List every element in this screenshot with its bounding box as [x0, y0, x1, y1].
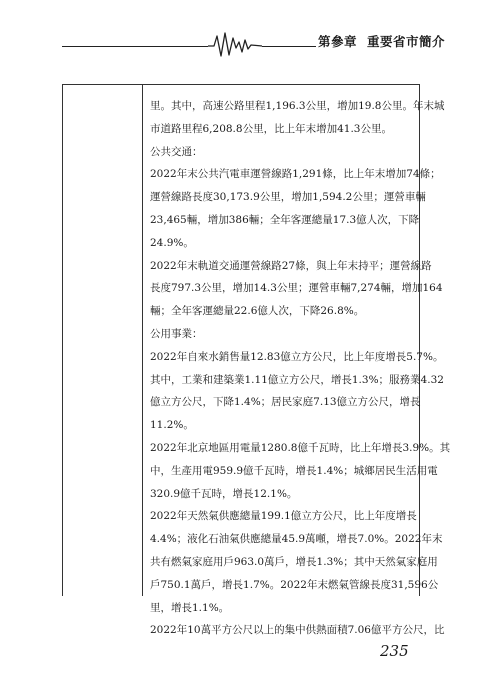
text-line: 2022年自來水銷售量12.83億立方公尺，比上年度增長5.7%。: [150, 350, 444, 363]
header-rule-left: [62, 46, 208, 47]
text-line: 2022年末軌道交通運營線路27條，與上年末持平；運營線路: [150, 259, 432, 272]
text-line: 24.9%。: [150, 236, 194, 249]
chapter-title: [318, 33, 445, 51]
page-number: 235: [380, 642, 409, 660]
text-line: 共有燃氣家庭用戶963.0萬戶，增長1.3%；其中天然氣家庭用: [150, 555, 438, 568]
text-line: 320.9億千瓦時，增長12.1%。: [150, 487, 298, 500]
text-line: 里，增長1.1%。: [150, 601, 230, 614]
text-line: 11.2%。: [150, 419, 194, 432]
text-line: 市道路里程6,208.8公里，比上年末增加41.3公里。: [150, 122, 392, 135]
text-line: 里。其中，高速公路里程1,196.3公里，增加19.8公里。年末城: [150, 100, 445, 112]
text-line: 2022年天然氣供應總量199.1億立方公尺，比上年度增長: [150, 510, 417, 523]
heartbeat-wave-icon: [208, 30, 262, 58]
text-line: 億立方公尺，下降1.4%；居民家庭7.13億立方公尺，增長: [150, 396, 421, 409]
table-column-divider: [142, 84, 143, 596]
text-line: 長度797.3公里，增加14.3公里；運營車輛7,274輛，增加164: [150, 282, 443, 295]
text-line: 戶750.1萬戶，增長1.7%。2022年末燃氣管線長度31,596公: [150, 578, 439, 591]
text-line: 2022年10萬平方公尺以上的集中供熱面積7.06億平方公尺，比: [150, 624, 445, 637]
text-line: 中，生產用電959.9億千瓦時，增長1.4%；城鄉居民生活用電: [150, 464, 438, 477]
chapter-number: 第參章: [318, 34, 358, 49]
text-line: 2022年北京地區用電量1280.8億千瓦時，比上年增長3.9%。其: [150, 441, 451, 454]
body-text: [150, 95, 451, 642]
section-heading: 公用事業：: [150, 327, 203, 340]
text-line: 4.4%；液化石油氣供應總量45.9萬噸，增長7.0%。2022年末: [150, 533, 443, 546]
running-header: [0, 28, 480, 60]
header-rule-right: [262, 46, 316, 47]
text-line: 其中，工業和建築業1.11億立方公尺，增長1.3%；服務業4.32: [150, 373, 444, 386]
text-line: 23,465輛，增加386輛；全年客運總量17.3億人次，下降: [150, 213, 420, 226]
text-line: 2022年末公共汽電車運營線路1,291條，比上年末增加74條；: [150, 168, 441, 181]
text-line: 輛；全年客運總量22.6億人次，下降26.8%。: [150, 305, 365, 318]
section-heading: 公共交通：: [150, 145, 203, 158]
chapter-name: 重要省市簡介: [367, 34, 446, 49]
text-line: 運營線路長度30,173.9公里，增加1,594.2公里；運營車輛: [150, 191, 426, 204]
